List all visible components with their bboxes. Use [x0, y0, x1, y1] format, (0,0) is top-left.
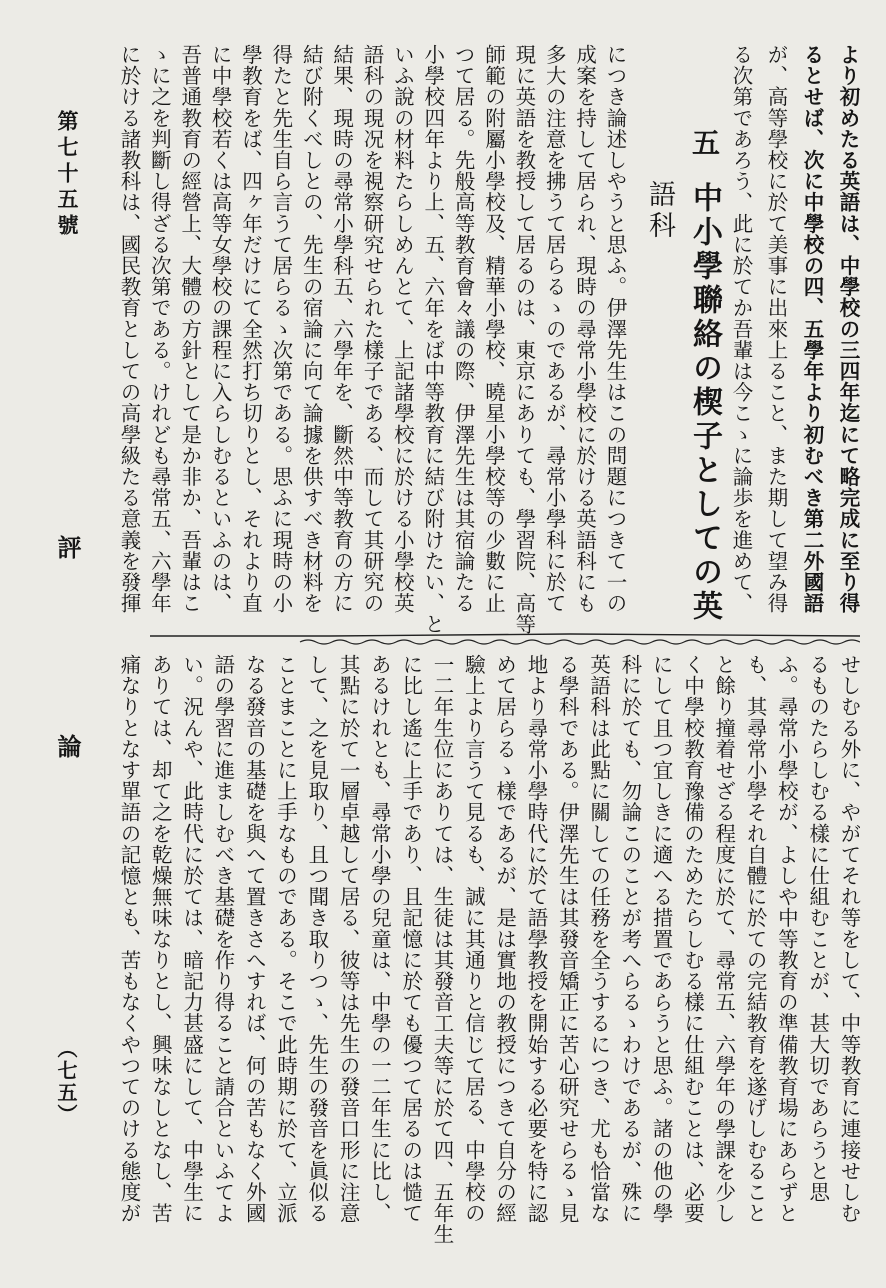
text-line: も、其尋常小學それ自體に於ての完結教育を遂げしむること: [743, 654, 768, 1224]
text-line: ゝに之を判斷し得ざる次第である。けれども尋常五、六學年: [147, 44, 172, 614]
section-number: 五: [688, 128, 721, 156]
text-line: 其點に於て一層卓越して居る、彼等は先生の發音口形に注意: [336, 654, 361, 1224]
text-line: 結び附くべしとの、先生の宿論に向て論據を供すべき材料を: [299, 44, 324, 614]
text-line: る學科である。伊澤先生は其發音矯正に苦心研究せらるゝ見: [555, 654, 580, 1224]
text-line: 現に英語を教授して居るのは、東京にありても、學習院、高等: [511, 44, 536, 635]
text-line: に比し遙に上手であり、且記憶に於ても優つて居るのは慥て: [398, 654, 423, 1224]
text-line: 英語科は此點に關しての任務を全うするにつき、尤も恰當な: [586, 654, 611, 1224]
article-title-continued: 語科: [644, 180, 675, 242]
text-line: い。況んや、此時代に於ては、暗記力甚盛にして、中學生に: [179, 654, 204, 1224]
article-title: 中小學聯絡の楔子としての英: [687, 182, 722, 624]
text-line: 科に於ても、勿論このことが考へらるゝわけであるが、殊に: [617, 654, 642, 1224]
text-line: く中學校教育豫備のためたらしむる樣に仕組むことは、必要: [680, 654, 705, 1224]
journal-title-char-1: 評: [53, 535, 82, 559]
text-line: つて居る。先般高等教育會々議の際、伊澤先生は其宿論たる: [451, 44, 476, 614]
text-line: 語の學習に進ましむべき基礎を作り得ること請合といふてよ: [210, 654, 235, 1224]
text-line: して、之を見取り、且つ聞き取りつゝ、先生の發音を眞似る: [304, 654, 329, 1224]
text-line: に於ける諸教科は、國民教育としての高學級たる意義を發揮: [117, 44, 141, 614]
text-line: ことまことに上手なものである。そこで此時期に於て、立派: [273, 654, 298, 1224]
text-line: が、高等學校に於て美事に出來上ること、また期して望み得: [764, 44, 788, 614]
text-line: と餘り撞着せざる程度に於て、尋常五、六學年の學課を少し: [711, 654, 736, 1224]
text-line: 痛なりとなす單語の記憶とも、苦もなくやつてのける態度が: [117, 654, 141, 1224]
journal-title-char-2: 論: [53, 734, 82, 758]
text-line: 語科の現况を視察研究せられた樣子である、而して其研究の: [360, 44, 384, 614]
text-line: なる發音の基礎を與へて置きさへすれば、何の苦もなく外國: [242, 654, 267, 1224]
text-line: 小學校四年より上、五、六年をば中等教育に結び附けたい、と: [420, 44, 445, 635]
text-line: 得たと先生自ら言うて居らるゝ次第である。思ふに現時の小: [268, 44, 293, 614]
text-line: せしむる外に、やがてそれ等をして、中等教育に連接せしむ: [837, 654, 861, 1224]
text-line: 多大の注意を拂うて居らるゝのであるが、尋常小學科に於て: [542, 44, 567, 614]
text-line: る次第であろう、此に於てか吾輩は今こゝに論歩を進めて、: [729, 44, 753, 614]
text-line: 吾普通教育の經營上、大體の方針として是か非か、吾輩はこ: [177, 44, 202, 614]
text-line: るものたらしむる樣に仕組むことが、甚大切であらうと思: [805, 654, 830, 1203]
text-line: ふ。尋常小學校が、よしや中等教育の準備教育場にあらずと: [774, 654, 799, 1224]
text-line: 一二年生位にありては、生徒は其發音工夫等に於て四、五年生: [430, 654, 455, 1245]
text-line: 學教育をば、四ヶ年だけにて全然打ち切りとし、それより直: [238, 44, 263, 614]
text-line: いふ說の材料たらしめんとて、上記諸學校に於ける小學校英: [390, 44, 415, 614]
text-line: 驗上より言うて見るも、誠に其通りと信じて居る、中學校の: [461, 654, 486, 1224]
text-line: めて居らるゝ樣であるが、是は實地の教授につきて自分の經: [492, 654, 517, 1224]
text-line: 結果、現時の尋常小學科五、六學年を、斷然中等教育の方に: [329, 44, 354, 614]
page-number: （七五）: [54, 1038, 78, 1126]
text-line: につき論述しやうと思ふ。伊澤先生はこの問題につきて一の: [603, 44, 627, 614]
text-line: 地より尋常小學時代に於て語學教授を開始する必要を特に認: [523, 654, 548, 1224]
section-divider: [150, 630, 860, 648]
issue-number: 第七十五號: [55, 110, 80, 240]
text-line: に中學校若くは高等女學校の課程に入らしむるといふのは、: [208, 44, 233, 614]
text-line: 師範の附屬小學校及、精華小學校、曉星小學校等の少數に止: [481, 44, 506, 614]
text-line: 成案を持して居られ、現時の尋常小學校に於ける英語科にも: [572, 44, 597, 614]
text-line: るとせば、次に中學校の四、五學年より初むべき第二外國語: [800, 44, 824, 614]
text-line: あるけれとも、尋常小學の兒童は、中學の一二年生に比し、: [367, 654, 392, 1224]
text-line: ありては、却て之を乾燥無味なりとし、興味なしとなし、苦: [148, 654, 173, 1224]
text-line: より初めたる英語は、中學校の三四年迄にて略完成に至り得: [836, 44, 860, 614]
text-line: にして且つ宜しきに適へる措置であらうと思ふ。諸の他の學: [649, 654, 674, 1224]
